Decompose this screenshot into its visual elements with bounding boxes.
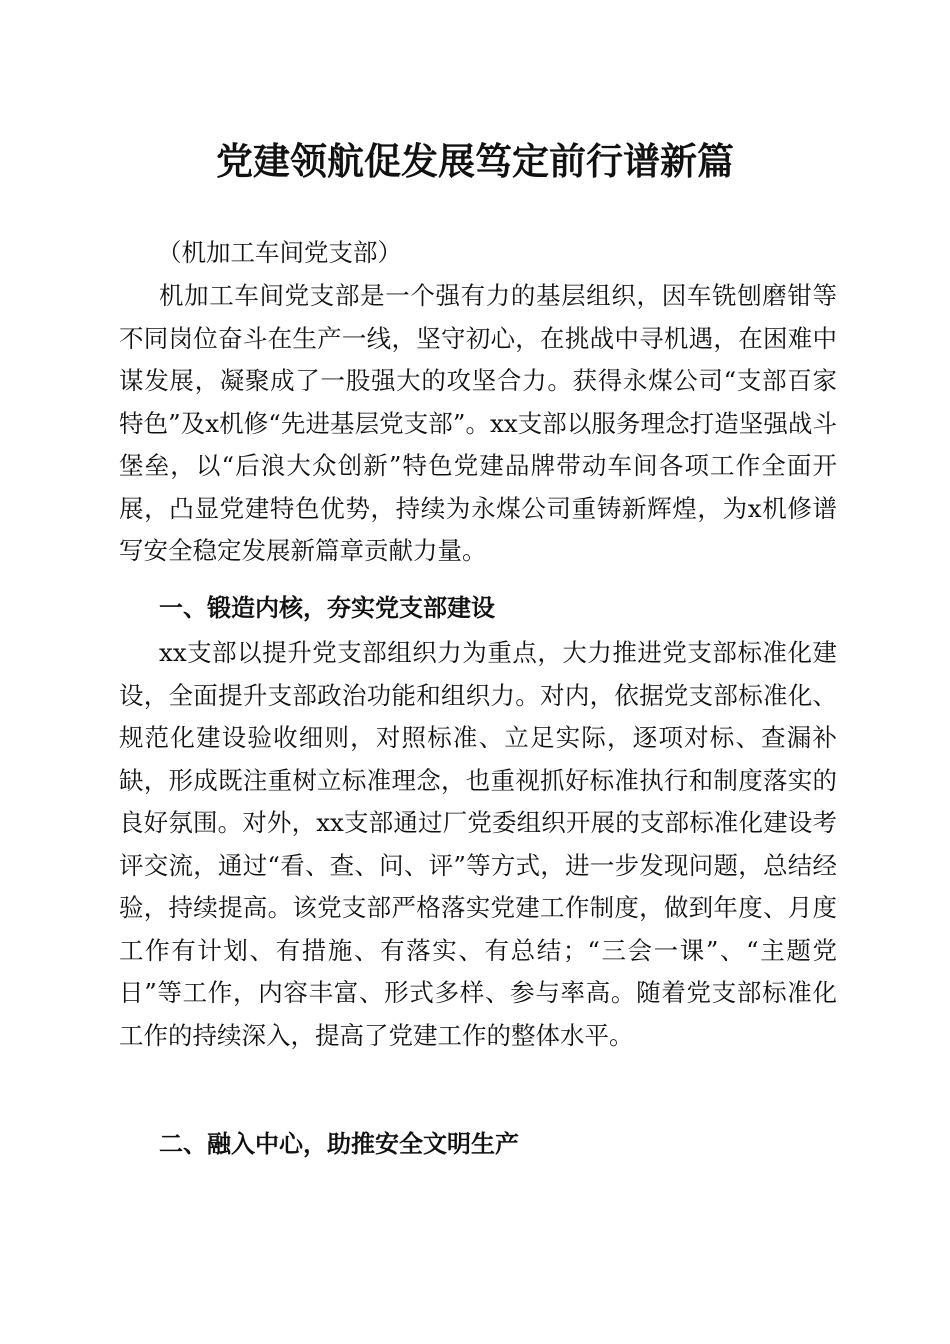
intro-paragraph: 机加工车间党支部是一个强有力的基层组织，因车铣刨磨钳等不同岗位奋斗在生产一线，坚守初心，在挑战中寻机遇，在困难中谋发展，凝聚成了一股强大的攻坚合力。获得永煤公司“支部百家特色”及x机修“先进基层党支部”。xx支部以服务理念打造坚强战斗堡垒，以“后浪大众创新”特色党建品牌带动车间各项工作全面开展，凸显党建特色优势，持续为永煤公司重铸新辉煌，为x机修谱写安全稳定发展新篇章贡献力量。 <box>119 281 837 565</box>
document-subtitle: （机加工车间党支部） <box>157 238 402 267</box>
section-1-heading: 一、锻造内核，夯实党支部建设 <box>159 594 495 622</box>
intro-block <box>119 275 837 573</box>
document-title: 党建领航促发展笃定前行谱新篇 <box>216 139 734 183</box>
section-1-paragraph: xx支部以提升党支部组织力为重点，大力推进党支部标准化建设，全面提升支部政治功能和组织力。对内，依据党支部标准化、规范化建设验收细则，对照标准、立足实际，逐项对标、查漏补缺，形成既注重树立标准理念，也重视抓好标准执行和制度落实的良好氛围。对外，xx支部通过厂党委组织开展的支部标准化建设考评交流，通过“看、查、问、评”等方式，进一步发现问题，总结经验，持续提高。该党支部严格落实党建工作制度，做到年度、月度工作有计划、有措施、有落实、有总结；“三会一课”、“主题党日”等工作，内容丰富、形式多样、参与率高。随着党支部标准化工作的持续深入，提高了党建工作的整体水平。 <box>119 638 837 1050</box>
section-1-block <box>119 632 837 1057</box>
section-2-heading: 二、融入中心，助推安全文明生产 <box>159 1130 519 1158</box>
